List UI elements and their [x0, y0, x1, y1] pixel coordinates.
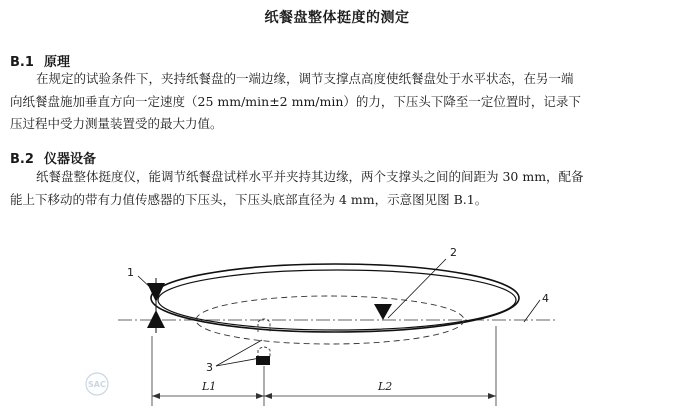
leader-4 [524, 300, 540, 322]
section-title: 原理 [44, 55, 71, 70]
arrow-l2-right [488, 393, 496, 399]
section-number: B.1 [10, 55, 34, 70]
pressing-head [374, 304, 392, 320]
paragraph-line: 向纸餐盘施加垂直方向一定速度（25 mm/min±2 mm/min）的力，下压头下降至一定位置时，记录下 [10, 93, 581, 109]
callout-4: 4 [542, 292, 549, 305]
support-base [256, 356, 270, 365]
arrow-l2-left [264, 393, 272, 399]
stiffness-schematic-figure [0, 236, 674, 417]
section-heading-b2 [10, 148, 96, 167]
callout-1: 1 [127, 266, 134, 279]
callout-2: 2 [450, 246, 457, 259]
page-title: 纸餐盘整体挺度的测定 [264, 10, 410, 26]
paragraph-line: 压过程中受力测量装置受的最大力值。 [10, 116, 223, 131]
dimension-l2: L2 [378, 380, 393, 393]
paragraph-line: 纸餐盘整体挺度仪，能调节纸餐盘试样水平并夹持其边缘，两个支撑头之间的间距为 30 mm，配备 [36, 169, 584, 184]
paragraph-principle [10, 68, 666, 136]
sac-watermark: SAC [88, 380, 106, 389]
paragraph-line: 在规定的试验条件下，夹持纸餐盘的一端边缘，调节支撑点高度使纸餐盘处于水平状态，在另一端 [36, 71, 574, 86]
arrow-l1-left [152, 393, 160, 399]
section-title: 仪器设备 [44, 152, 97, 167]
callout-3: 3 [206, 361, 213, 374]
plate-inner-rim [158, 270, 516, 330]
dimension-l1: L1 [202, 380, 217, 393]
arrow-l1-right [256, 393, 264, 399]
paragraph-line: 能上下移动的带有力值传感器的下压头，下压头底部直径为 4 mm，示意图见图 B.1。 [10, 191, 488, 207]
section-number: B.2 [10, 152, 34, 167]
paragraph-apparatus [10, 166, 666, 211]
schematic-drawing [0, 236, 674, 417]
